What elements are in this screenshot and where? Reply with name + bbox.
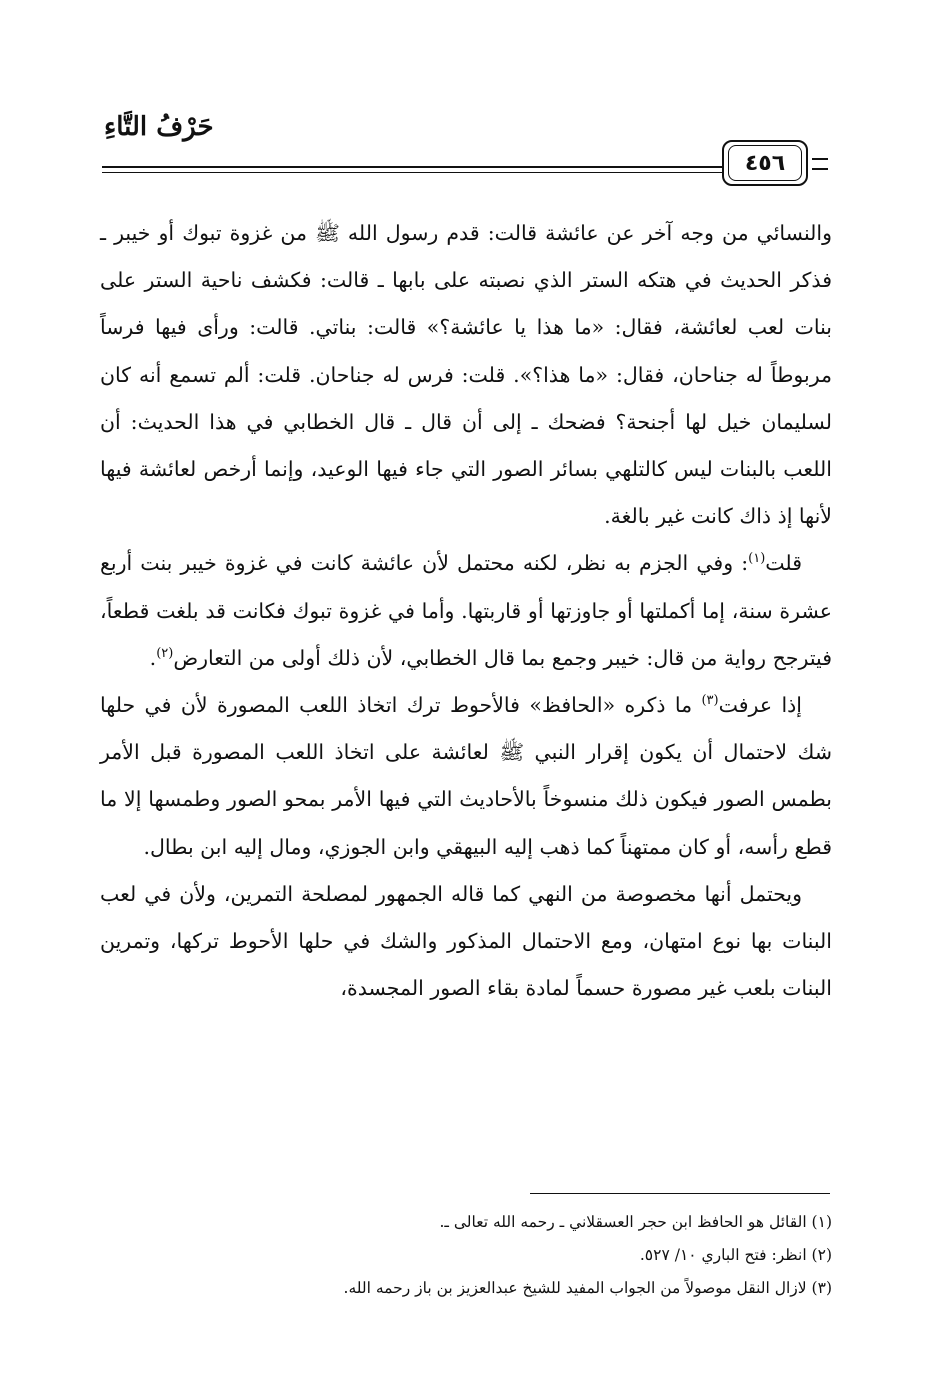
footnote-separator	[530, 1193, 830, 1194]
header-rule	[102, 166, 722, 173]
paragraph-1: والنسائي من وجه آخر عن عائشة قالت: قدم رسول الله ﷺ من غزوة تبوك أو خيبر ـ فذكر الحديث في هتكه الستر الذي نصبته على بابها ـ قالت: فكشف ناحية الستر على بنات لعب لعائشة، فقال: «ما هذا يا عائشة؟» قالت: بناتي. قالت: ورأى فيها فرساً مربوطاً له جناحان، فقال: «ما هذا؟». قلت: فرس له جناحان. قلت: ألم تسمع أنه كان لسليمان خيل لها أجنحة؟ فضحك ـ إلى أن قال ـ قال الخطابي في هذا الحديث: أن اللعب بالبنات ليس كالتلهي بسائر الصور التي جاء فيها الوعيد، وإنما أرخص لعائشة فيها لأنها إذ ذاك كانت غير بالغة.	[100, 221, 833, 529]
footnote-ref-3: (٣)	[701, 693, 719, 709]
paragraph-2-tail: .	[149, 645, 157, 670]
header-rule-right	[812, 158, 828, 170]
footnotes	[100, 1206, 832, 1305]
chapter-title: حَرْفُ التَّاءِ	[104, 112, 214, 142]
body-text	[100, 210, 832, 1012]
footnote-3: (٣) لازال النقل موصولاً من الجواب المفيد للشيخ عبدالعزيز بن باز رحمه الله.	[343, 1279, 832, 1297]
paragraph-2-text: : وفي الجزم به نظر، لكنه محتمل لأن عائشة كانت في غزوة خيبر بنت أربع عشرة سنة، إما أكملتها أو جاوزتها أو قاربتها. وأما في غزوة تبوك فكانت قد بلغت قطعاً، فيترجح رواية من قال: خيبر وجمع بما قال الخطابي، لأن ذلك أولى من التعارض	[100, 551, 832, 670]
page-number: ٤٥٦	[728, 145, 802, 181]
paragraph-3-lead: إذا عرفت	[718, 693, 802, 718]
paragraph-3-text: ما ذكره «الحافظ» فالأحوط ترك اتخاذ اللعب المصورة لأن في حلها شك لاحتمال أن يكون إقرار النبي ﷺ لعائشة على اتخاذ اللعب المصورة قبل الأمر بطمس الصور فيكون ذلك منسوخاً بالأحاديث التي فيها الأمر بمحو الصور وطمسها إلا ما قطع رأسه، أو كان ممتهناً كما ذهب إليه البيهقي وابن الجوزي، ومال إليه ابن بطال.	[100, 693, 832, 859]
footnote-ref-2: (٢)	[156, 646, 174, 661]
footnote-2: (٢) انظر: فتح الباري ١٠/ ٥٢٧.	[639, 1246, 832, 1264]
paragraph-4: ويحتمل أنها مخصوصة من النهي كما قاله الجمهور لمصلحة التمرين، ولأن في لعب البنات بها نوع امتهان، ومع الاحتمال المذكور والشك في حلها الأحوط تركها، وتمرين البنات بلعب غير مصورة حسماً لمادة بقاء الصور المجسدة،	[100, 881, 832, 1001]
paragraph-3	[100, 682, 832, 871]
page-number-frame	[722, 140, 808, 186]
paragraph-2	[100, 540, 832, 682]
paragraph-2-lead: قلت	[765, 551, 802, 576]
footnote-ref-1: (١)	[748, 551, 766, 567]
footnote-1: (١) القائل هو الحافظ ابن حجر العسقلاني ـ رحمه الله تعالى ـ.	[439, 1213, 832, 1231]
